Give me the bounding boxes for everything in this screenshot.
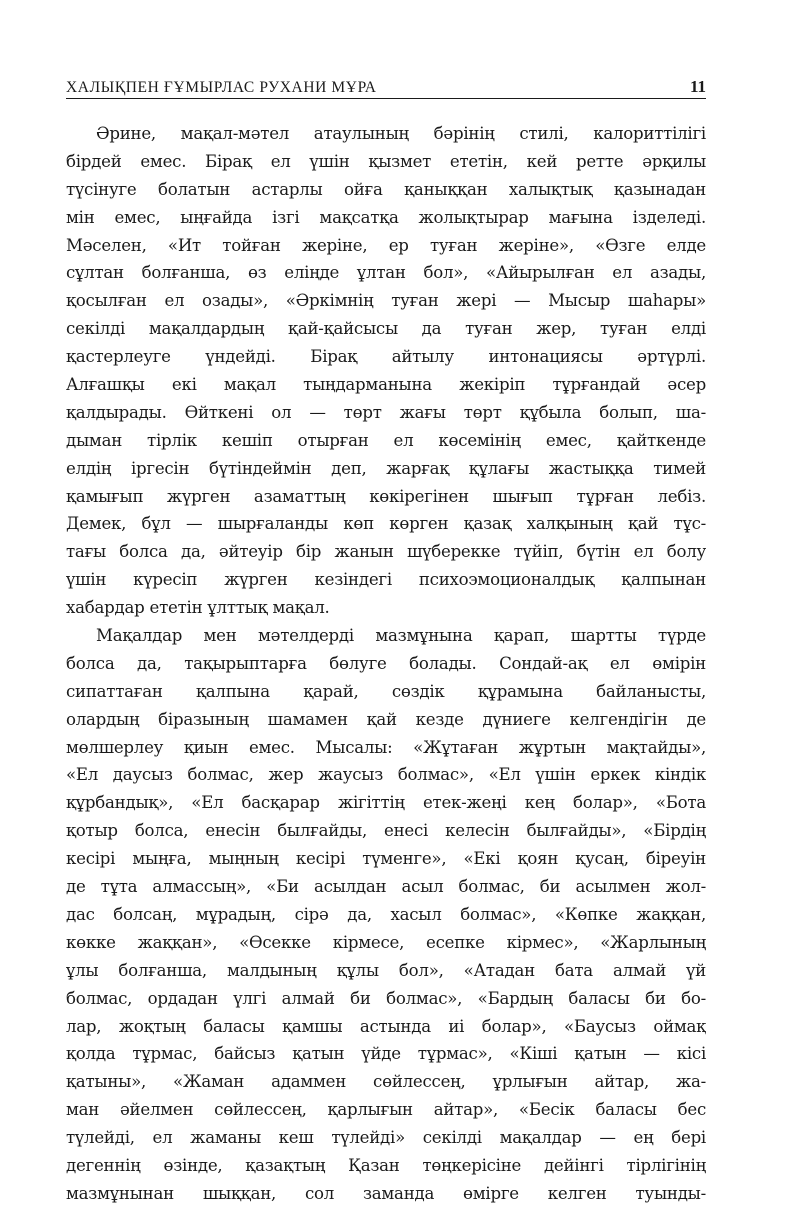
running-title: ХАЛЫҚПЕН ҒҰМЫРЛАС РУХАНИ МҰРА	[66, 79, 377, 96]
text-line: лар, жоқтың баласы қамшы астында иі болар», «Баусыз оймақ	[66, 1016, 706, 1036]
text-line: мөлшерлеу қиын емес. Мысалы: «Жұтаған жұртын мақтайды»,	[66, 737, 706, 757]
paragraph	[66, 120, 706, 622]
text-line: Мәселен, «Ит тойған жеріне, ер туған жеріне», «Өзге елде	[66, 235, 706, 255]
text-line: ұлы болғанша, малдының құлы бол», «Атадан бата алмай үй	[66, 960, 706, 980]
text-line: қатыны», «Жаман адаммен сөйлессең, ұрлығын айтар, жа-	[66, 1072, 706, 1092]
running-head	[66, 76, 706, 99]
text-line: қастерлеуге үндейді. Бірақ айтылу интонациясы әртүрлі.	[66, 347, 706, 367]
text-line: елдің іргесін бүтіндеймін деп, жарғақ құлағы жастыққа тимей	[66, 458, 706, 478]
text-line: қамығып жүрген азаматтың көкірегінен шығып тұрған лебіз.	[66, 486, 706, 506]
text-line: көкке жаққан», «Өсекке кірмесе, есепке кірмес», «Жарлының	[66, 932, 706, 952]
text-line: олардың біразының шамамен қай кезде дүниеге келгендігін де	[66, 709, 706, 729]
text-line: құрбандық», «Ел басқарар жігіттің етек-жеңі кең болар», «Бота	[66, 793, 706, 813]
text-line: тағы болса да, әйтеуір бір жанын шүберекке түйіп, бүтін ел болу	[66, 542, 706, 562]
text-line: қотыр болса, енесін былғайды, енесі келесін былғайды», «Бірдің	[66, 821, 706, 841]
text-line: қосылған ел озады», «Әркімнің туған жері — Мысыр шаһары»	[66, 291, 706, 311]
text-line: сипаттаған қалпына қарай, сөздік құрамына байланысты,	[66, 681, 706, 701]
text-line: түлейді, ел жаманы кеш түлейді» секілді мақалдар — ең бері	[66, 1128, 706, 1148]
text-line: дыман тірлік кешіп отырған ел көсемінің емес, қайткенде	[66, 430, 706, 450]
text-line: сұлтан болғанша, өз еліңде ұлтан бол», «Айырылған ел азады,	[66, 263, 706, 283]
text-line: қалдырады. Өйткені ол — төрт жағы төрт құбыла болып, ша-	[66, 402, 706, 422]
text-line: Демек, бұл — шырғаланды көп көрген қазақ халқының қай тұс-	[66, 514, 706, 534]
text-line: Әрине, мақал-мәтел атаулының бәрінің стилі, калориттілігі	[96, 124, 706, 143]
text-line: ман әйелмен сөйлессең, қарлығын айтар», «Бесік баласы бес	[66, 1100, 706, 1120]
text-line: хабардар ететін ұлттық мақал.	[66, 598, 330, 618]
text-line: секілді мақалдардың қай-қайсысы да туған жер, туған елді	[66, 319, 706, 339]
text-line: қолда тұрмас, байсыз қатын үйде тұрмас», «Кіші қатын — кісі	[66, 1044, 706, 1064]
text-line: болса да, тақырыптарға бөлуге болады. Сондай-ақ ел өмірін	[66, 653, 706, 673]
text-line: түсінуге болатын астарлы ойға қаныққан халықтық қазынадан	[66, 179, 706, 199]
text-line: болмас, ордадан үлгі алмай би болмас», «Бардың баласы би бо-	[66, 988, 706, 1008]
text-line: Алғашқы екі мақал тыңдарманына жекіріп тұрғандай әсер	[66, 375, 706, 395]
text-line: мазмұнынан шыққан, сол заманда өмірге келген туынды-	[66, 1183, 706, 1203]
body-text	[66, 120, 706, 1208]
text-line: кесірі мыңға, мыңның кесірі түменге», «Екі қоян қусаң, біреуін	[66, 849, 706, 869]
text-line: бірдей емес. Бірақ ел үшін қызмет ететін, кей ретте әрқилы	[66, 151, 706, 171]
text-line: үшін күресіп жүрген кезіндегі психоэмоционалдық қалпынан	[66, 570, 706, 590]
paragraph	[66, 622, 706, 1208]
text-line: мін емес, ыңғайда ізгі мақсатқа жолықтырар мағына ізделеді.	[66, 207, 706, 227]
text-line: де тұта алмассың», «Би асылдан асыл болмас, би асылмен жол-	[66, 877, 706, 897]
text-line: «Ел даусыз болмас, жер жаусыз болмас», «Ел үшін еркек кіндік	[66, 765, 706, 785]
text-line: дегеннің өзінде, қазақтың Қазан төңкерісіне дейінгі тірлігінің	[66, 1155, 706, 1175]
page-number: 11	[689, 77, 706, 96]
text-line: Мақалдар мен мәтелдерді мазмұнына қарап, шартты түрде	[96, 626, 706, 646]
text-line: дас болсаң, мұрадың, сірә да, хасыл болмас», «Көпке жаққан,	[66, 904, 706, 924]
